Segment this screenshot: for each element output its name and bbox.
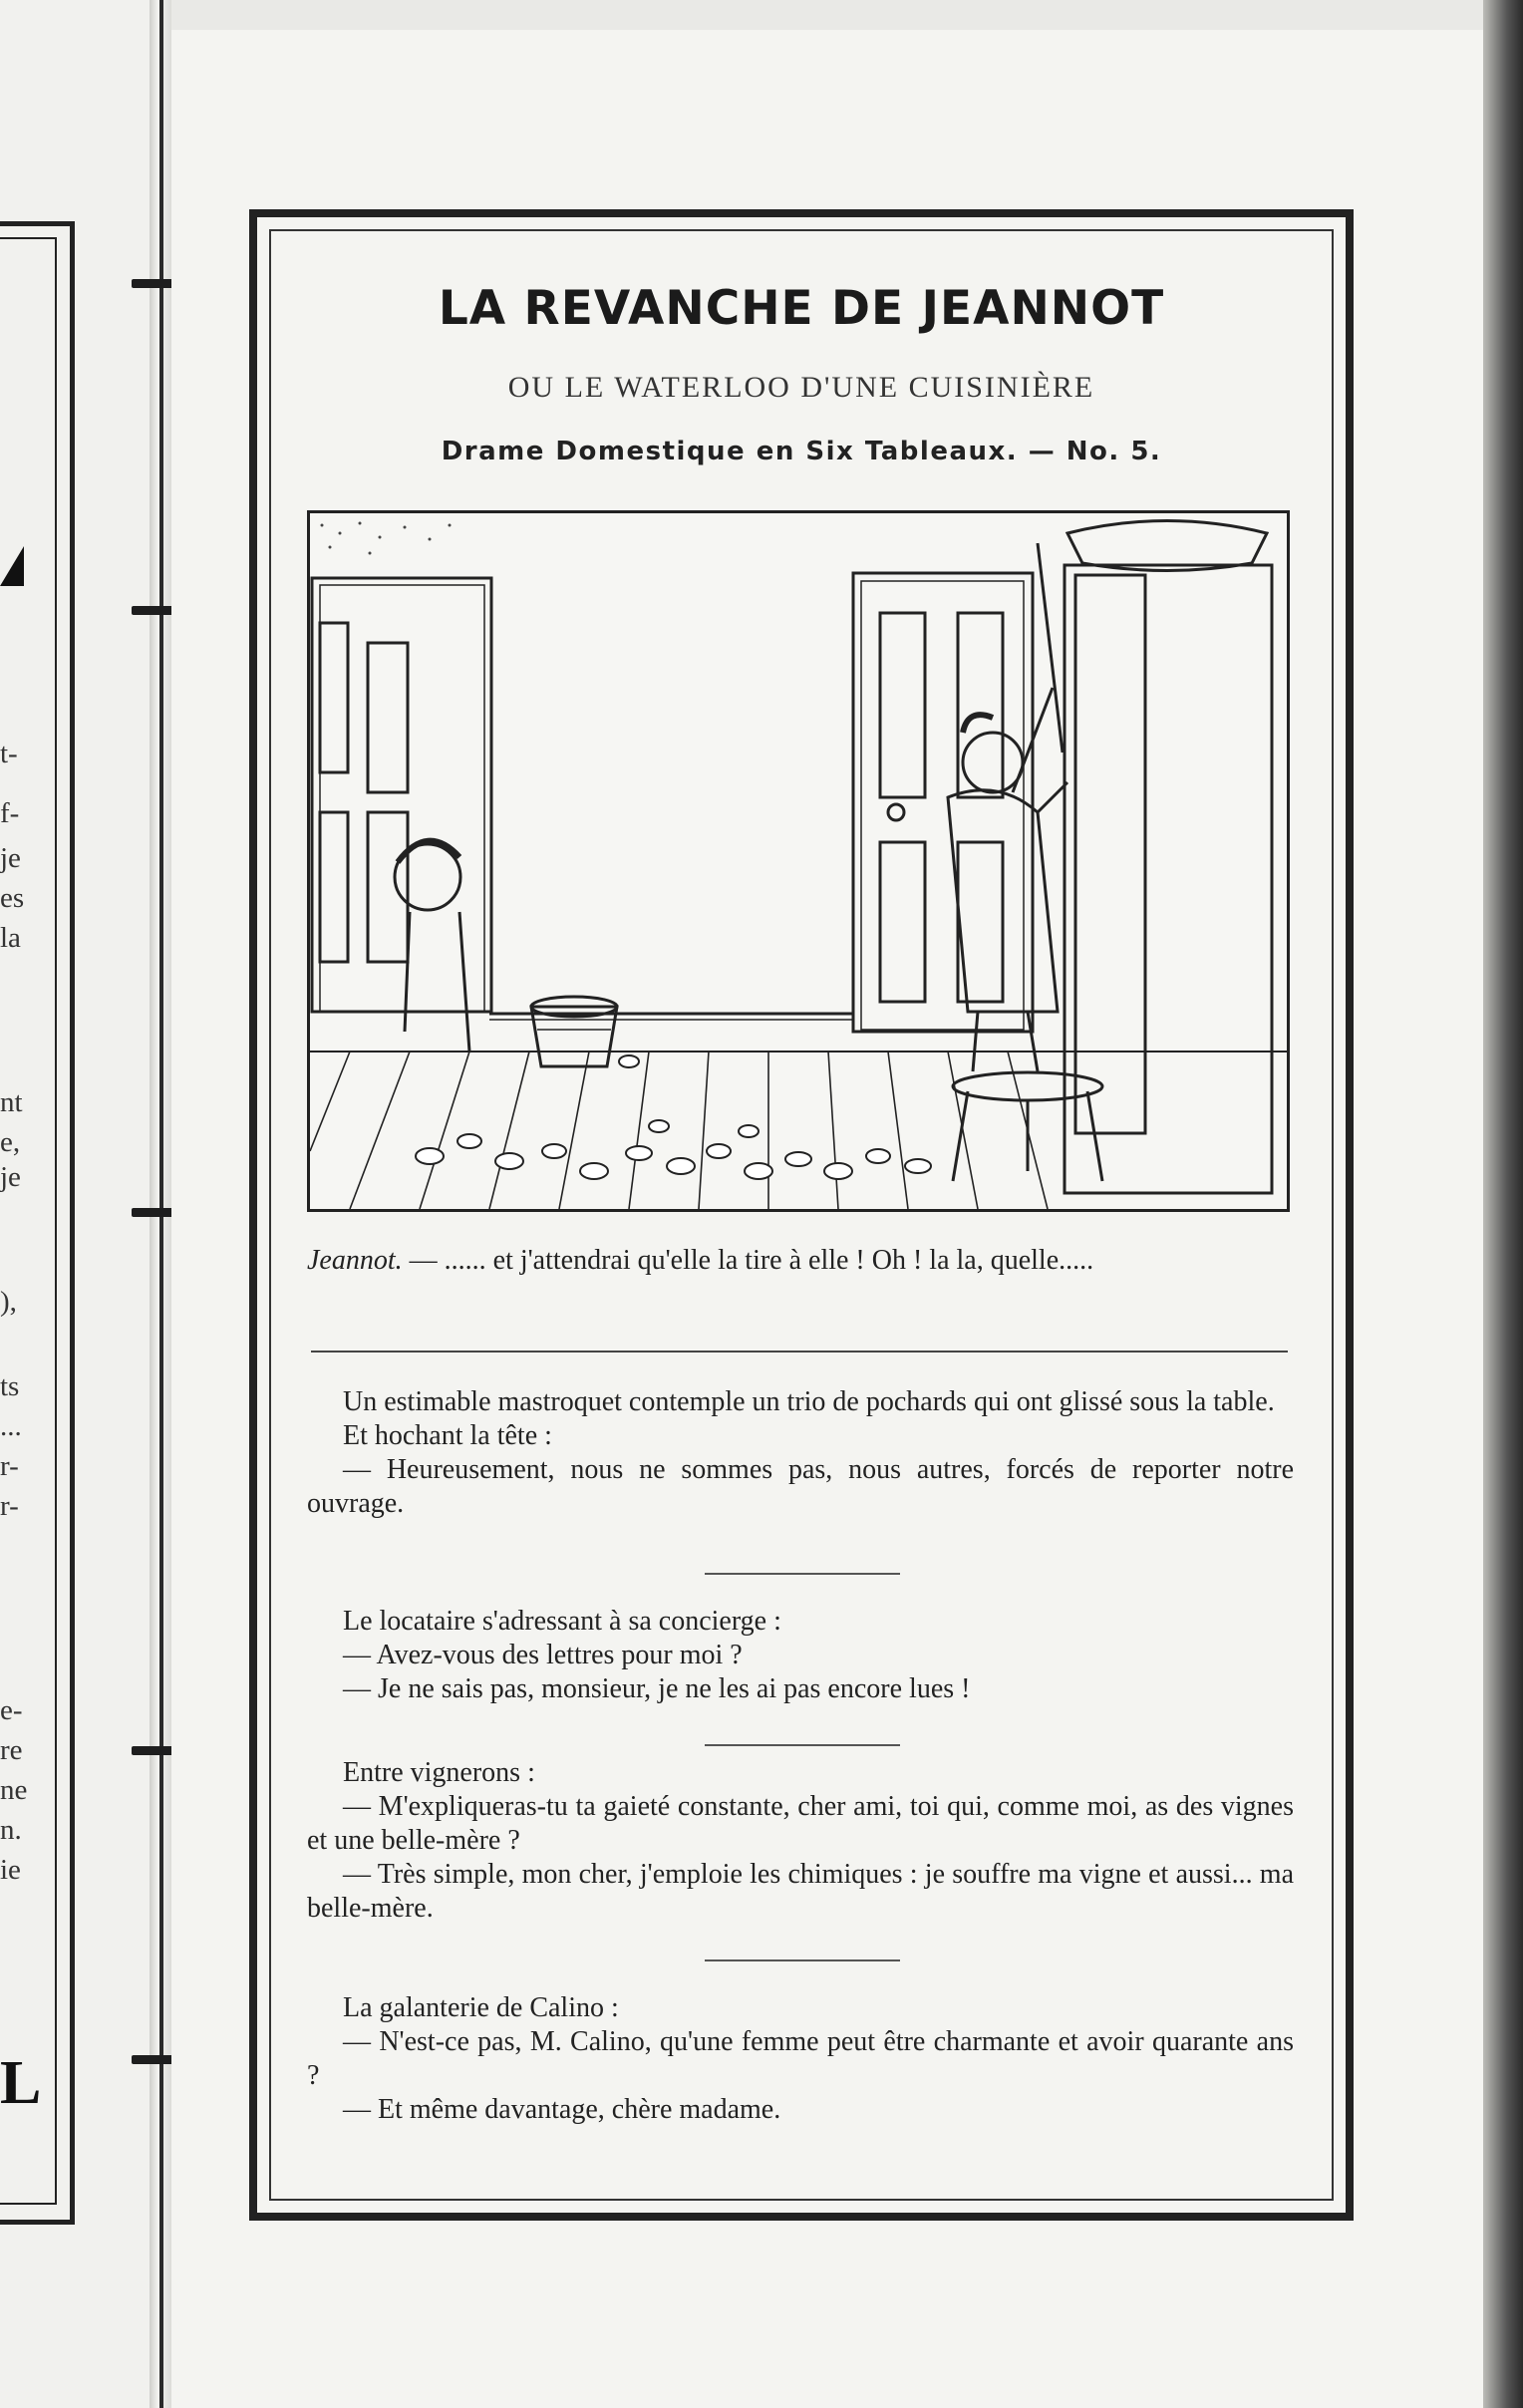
joke-line: La galanterie de Calino :: [343, 1992, 619, 2023]
joke-line: Entre vignerons :: [343, 1757, 535, 1788]
joke-line: — Je ne sais pas, monsieur, je ne les ai pas encore lues !: [343, 1673, 971, 1704]
caption-text: — ...... et j'attendrai qu'elle la tire à elle ! Oh ! la la, quelle.....: [402, 1245, 1094, 1276]
left-page-text-fragment: ne: [0, 1774, 28, 1806]
cartoon-illustration-icon: [310, 513, 1287, 1209]
joke-divider: [705, 1573, 900, 1575]
section-divider: [311, 1351, 1288, 1353]
joke-block: [307, 1756, 1294, 1926]
page-subtitle: OU LE WATERLOO D'UNE CUISINIÈRE: [507, 371, 1095, 404]
joke-line: — M'expliqueras-tu ta gaieté constante, cher ami, toi qui, comme moi, as des vignes et une belle-mère ?: [307, 1791, 1294, 1856]
left-page-text-fragment: f-: [0, 797, 20, 829]
left-page-ornament: [0, 546, 24, 586]
drama-line: Drame Domestique en Six Tableaux. — No. 5.: [441, 437, 1162, 466]
left-page-big-letter: L: [0, 2049, 42, 2117]
joke-line: — Très simple, mon cher, j'emploie les chimiques : je souffre ma vigne et aussi... ma belle-mère.: [307, 1859, 1294, 1924]
joke-line: — Et même davantage, chère madame.: [343, 2094, 781, 2125]
page-title: LA REVANCHE DE JEANNOT: [438, 281, 1165, 336]
page-edge: [1483, 0, 1523, 2408]
joke-line: Un estimable mastroquet contemple un trio de pochards qui ont glissé sous la table.: [343, 1386, 1275, 1417]
joke-block: [307, 1605, 1294, 1706]
left-page-text-fragment: t-: [0, 738, 18, 769]
left-page-text-fragment: je: [0, 1161, 21, 1193]
joke-block: [307, 1385, 1294, 1521]
left-facing-page: [0, 0, 150, 2408]
left-page-frame-inner: [0, 237, 57, 2205]
left-page-text-fragment: ...: [0, 1410, 22, 1442]
joke-divider: [705, 1744, 900, 1746]
left-page-text-fragment: e-: [0, 1694, 23, 1726]
illustration-caption: [307, 1242, 1294, 1280]
joke-line: — N'est-ce pas, M. Calino, qu'une femme peut être charmante et avoir quarante ans ?: [307, 2026, 1294, 2091]
cartoon-illustration: [307, 510, 1290, 1212]
joke-line: — Avez-vous des lettres pour moi ?: [343, 1640, 743, 1670]
left-page-text-fragment: ie: [0, 1854, 21, 1886]
caption-speaker: Jeannot.: [307, 1245, 403, 1276]
left-page-text-fragment: je: [0, 842, 21, 874]
left-page-text-fragment: e,: [0, 1126, 21, 1158]
left-page-text-fragment: ts: [0, 1370, 20, 1402]
joke-line: — Heureusement, nous ne sommes pas, nous autres, forcés de reporter notre ouvrage.: [307, 1454, 1294, 1519]
binding-spine: [159, 0, 163, 2408]
left-page-text-fragment: nt: [0, 1086, 23, 1118]
left-page-text-fragment: n.: [0, 1814, 22, 1846]
joke-line: Et hochant la tête :: [343, 1420, 552, 1451]
left-page-text-fragment: la: [0, 922, 21, 954]
left-page-text-fragment: re: [0, 1734, 23, 1766]
left-page-text-fragment: ),: [0, 1286, 17, 1318]
left-page-text-fragment: r-: [0, 1450, 19, 1482]
left-page-text-fragment: es: [0, 882, 25, 914]
joke-divider: [705, 1959, 900, 1961]
joke-block: [307, 1991, 1294, 2127]
left-page-text-fragment: r-: [0, 1490, 19, 1522]
joke-line: Le locataire s'adressant à sa concierge :: [343, 1606, 781, 1637]
